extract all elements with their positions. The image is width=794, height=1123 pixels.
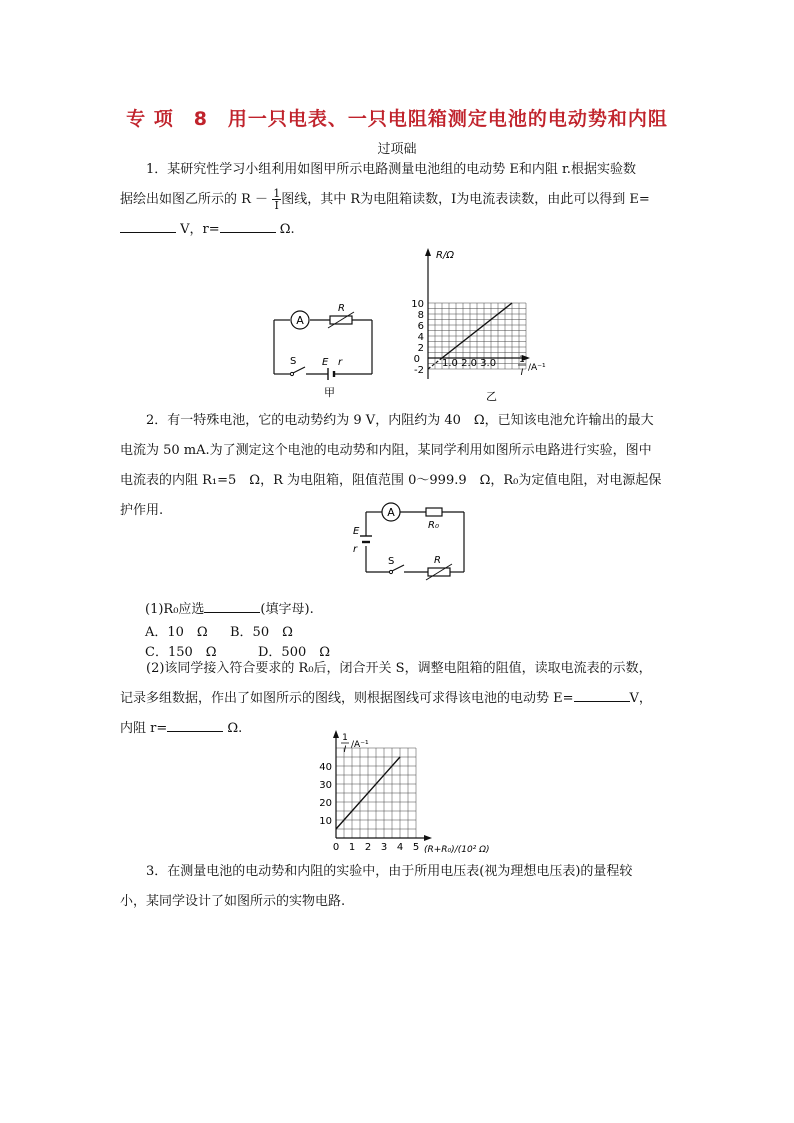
q2-y-axis-arrow-icon	[333, 730, 339, 738]
q2-sub2-line3-post: Ω.	[223, 721, 243, 736]
option-c[interactable]: C．150 Ω	[145, 645, 217, 660]
graph-yi-xlabel-den: I	[520, 368, 524, 378]
q2-y-tick-label: 10	[319, 816, 332, 827]
resistor-box-q2-label: R	[434, 555, 441, 566]
internal-resistance-label: r	[338, 357, 343, 368]
switch-icon	[293, 367, 305, 373]
internal-q2-label: r	[353, 544, 358, 555]
q2-blank-e[interactable]	[574, 689, 630, 702]
fixed-resistor-icon	[426, 508, 442, 516]
y-tick-label: 10	[411, 299, 424, 310]
battery-label: E	[322, 357, 329, 368]
q1-frac-num: 1	[273, 187, 281, 200]
q2-sub2-line3-pre: 内阻 r=	[120, 721, 168, 736]
q1-line2-post: 图线，其中 R为电阻箱读数，I为电流表读数，由此可以得到 E=	[281, 192, 650, 207]
option-a[interactable]: A．10 Ω	[145, 625, 208, 640]
q2-x-tick-label: 1	[348, 842, 356, 853]
q2-x-tick-label: 5	[412, 842, 420, 853]
q2-blank-r[interactable]	[167, 719, 223, 732]
q1-line1: 1．某研究性学习小组利用如图甲所示电路测量电池组的电动势 E和内阻 r.根据实验数	[146, 162, 636, 177]
switch-q2-label: S	[388, 556, 395, 567]
q2-sub1-pre: (1)R₀应选	[145, 602, 205, 617]
q2-x-tick-label: 3	[380, 842, 388, 853]
y-tick-label: 8	[417, 310, 424, 321]
graph-yi-origin: 0	[413, 354, 420, 365]
y-tick-label: -2	[414, 365, 424, 376]
question-3-text	[120, 857, 676, 917]
battery-q2-label: E	[353, 526, 360, 537]
q1-line2-pre: 据绘出如图乙所示的 R －	[120, 192, 269, 207]
q2-sub2-line2-post: V，	[629, 691, 652, 706]
q2-x-tick-label: 0	[332, 842, 340, 853]
switch-label: S	[290, 356, 297, 367]
q2-ylabel-unit: /A⁻¹	[351, 740, 369, 750]
q1-line2	[120, 185, 676, 215]
circuit-jia	[262, 298, 382, 402]
graph-yi-xlabel-num: 1	[519, 355, 525, 365]
circuit-q2	[350, 500, 480, 582]
ammeter-label: A	[296, 314, 304, 327]
fixed-resistor-label: R₀	[428, 520, 439, 531]
circuit-caption: 甲	[324, 386, 335, 399]
q2-line1: 2．有一特殊电池，它的电动势约为 9 V，内阻约为 40 Ω，已知该电池允许输出的最大	[146, 413, 654, 428]
q2-blank-r0[interactable]	[204, 600, 260, 613]
q2-sub2-line1: (2)该同学接入符合要求的 R₀后，闭合开关 S，调整电阻箱的阻值，读取电流表的示数，	[146, 661, 652, 676]
graph-yi-caption: 乙	[486, 390, 497, 402]
q3-line1: 3．在测量电池的电动势和内阻的实验中，由于所用电压表(视为理想电压表)的量程较	[146, 864, 633, 879]
graph-yi-xlabel-unit: /A⁻¹	[528, 363, 546, 373]
q2-sub1-post: (填字母).	[260, 602, 314, 617]
q1-line3-mid: V，r=	[176, 222, 220, 237]
resistor-label: R	[338, 303, 345, 314]
q2-line2: 电流为 50 mA.为了测定这个电池的电动势和内阻，某同学利用如图所示电路进行实验，图中	[120, 443, 652, 458]
q1-line3-end: Ω.	[275, 222, 295, 237]
q2-xlabel: (R+R₀)/(10² Ω)	[424, 845, 490, 855]
q2-ylabel-num: 1	[342, 733, 348, 743]
graph-q2	[312, 728, 512, 856]
q1-blank-r[interactable]	[220, 220, 276, 233]
q2-x-tick-label: 4	[396, 842, 404, 853]
y-tick-label: 2	[417, 343, 424, 354]
graph-yi-xticks: 1.0 2.0 3.0	[442, 358, 497, 369]
q2-ylabel-den: I	[343, 745, 347, 755]
q1-blank-e[interactable]	[120, 220, 176, 233]
question-1-text	[120, 155, 676, 245]
graph-yi	[398, 244, 558, 402]
q1-line3	[120, 215, 676, 245]
y-tick-label: 6	[417, 321, 424, 332]
q2-y-tick-label: 30	[319, 780, 332, 791]
option-d[interactable]: D．500 Ω	[258, 645, 331, 660]
ammeter-q2-label: A	[387, 506, 395, 519]
q2-y-tick-label: 20	[319, 798, 332, 809]
q2-sub2-line2-pre: 记录多组数据，作出了如图所示的图线，则根据图线可求得该电池的电动势 E=	[120, 691, 574, 706]
q2-line4: 护作用.	[120, 503, 164, 518]
q2-line3: 电流表的内阻 R₁=5 Ω，R 为电阻箱，阻值范围 0～999.9 Ω，R₀为定值电阻，对电源起保	[120, 473, 662, 488]
graph-yi-ylabel: R/Ω	[436, 250, 454, 261]
q2-sub1	[145, 598, 314, 617]
q2-x-axis-arrow-icon	[424, 835, 432, 841]
y-axis-arrow-icon	[425, 248, 431, 256]
q3-line2: 小，某同学设计了如图所示的实物电路.	[120, 894, 346, 909]
q1-frac-den: I	[274, 199, 279, 212]
q2-sub2-line2	[120, 684, 676, 714]
q2-x-tick-label: 2	[364, 842, 372, 853]
graph-q2-grid	[336, 748, 416, 838]
q1-fraction	[272, 188, 281, 211]
y-tick-label: 4	[417, 332, 424, 343]
q2-y-tick-label: 40	[319, 762, 332, 773]
page-title: 专 项 8 用一只电表、一只电阻箱测定电池的电动势和内阻	[126, 108, 668, 130]
section-subtitle: 过项础	[377, 142, 417, 157]
option-b[interactable]: B．50 Ω	[230, 625, 293, 640]
